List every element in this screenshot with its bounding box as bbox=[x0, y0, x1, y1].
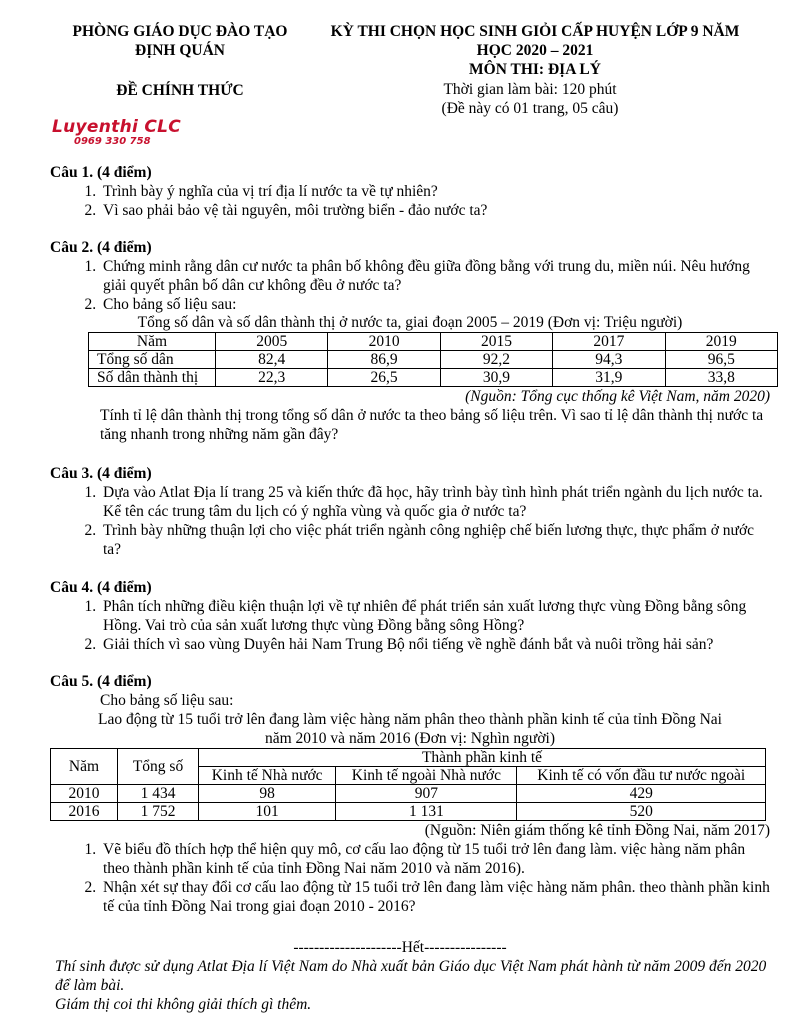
table-cell: 96,5 bbox=[665, 351, 777, 369]
table-cell: 429 bbox=[517, 785, 766, 803]
labor-table-source: (Nguồn: Niên giám thống kê tỉnh Đồng Nai, năm 2017) bbox=[424, 822, 770, 839]
exam-title-line-2: HỌC 2020 – 2021 bbox=[476, 42, 594, 59]
labor-table-caption-2: năm 2010 và năm 2016 (Đơn vị: Nghìn người) bbox=[265, 730, 555, 747]
table-cell: 86,9 bbox=[328, 351, 440, 369]
table-cell: Số dân thành thị bbox=[89, 369, 216, 387]
end-marker: ---------------------Hết---------------- bbox=[293, 939, 507, 956]
table-cell: 1 752 bbox=[118, 803, 199, 821]
table-cell: Tổng số dân bbox=[89, 351, 216, 369]
labor-table-caption-1: Lao động từ 15 tuổi trở lên đang làm việc hàng năm phân theo thành phần kinh tế của tỉnh Đồng Nai bbox=[98, 711, 722, 728]
question-2-task bbox=[50, 406, 770, 444]
table-cell: 33,8 bbox=[665, 369, 777, 387]
question-5 bbox=[50, 672, 770, 916]
table-header-row bbox=[89, 333, 778, 351]
table-cell: 2016 bbox=[51, 803, 118, 821]
question-1-item-2: 2. Vì sao phải bảo vệ tài nguyên, môi trường biển - đảo nước ta? bbox=[100, 201, 770, 220]
watermark-logo bbox=[52, 118, 212, 152]
table-cell: 2010 bbox=[328, 333, 440, 351]
department-line-2: ĐỊNH QUÁN bbox=[135, 42, 225, 59]
question-3-title: Câu 3. (4 điểm) bbox=[50, 465, 152, 482]
labor-table bbox=[50, 748, 766, 821]
exam-subject: MÔN THI: ĐỊA LÝ bbox=[469, 61, 601, 78]
department-line-1: PHÒNG GIÁO DỤC ĐÀO TẠO bbox=[72, 23, 288, 40]
table-cell: 2015 bbox=[440, 333, 552, 351]
exam-time-block bbox=[380, 80, 680, 118]
table-cell: 92,2 bbox=[440, 351, 552, 369]
question-4 bbox=[50, 578, 770, 654]
table-cell: 30,9 bbox=[440, 369, 552, 387]
table-cell: 94,3 bbox=[553, 351, 665, 369]
exam-time: Thời gian làm bài: 120 phút bbox=[443, 81, 617, 98]
table-cell: Kinh tế ngoài Nhà nước bbox=[336, 767, 517, 785]
table-cell: Kinh tế có vốn đầu tư nước ngoài bbox=[517, 767, 766, 785]
table-header-row bbox=[51, 749, 766, 767]
question-1-item-1: 1. Trình bày ý nghĩa của vị trí địa lí nước ta về tự nhiên? bbox=[100, 182, 770, 201]
table-cell: Năm bbox=[89, 333, 216, 351]
department-header bbox=[40, 22, 320, 60]
official-label: ĐỀ CHÍNH THỨC bbox=[116, 82, 244, 99]
population-table-caption: Tổng số dân và số dân thành thị ở nước ta, giai đoạn 2005 – 2019 (Đơn vị: Triệu người) bbox=[137, 314, 683, 331]
question-2-task-text: Tính tỉ lệ dân thành thị trong tổng số dân ở nước ta theo bảng số liệu trên. Vì sao tỉ lệ dân thành thị nước ta tăng nhanh trong những năm gần đây? bbox=[100, 407, 764, 443]
table-cell: 1 434 bbox=[118, 785, 199, 803]
population-table-source: (Nguồn: Tổng cục thống kê Việt Nam, năm 2020) bbox=[465, 388, 770, 405]
question-1-title: Câu 1. (4 điểm) bbox=[50, 164, 152, 181]
table-row bbox=[89, 351, 778, 369]
table-cell: 2017 bbox=[553, 333, 665, 351]
logo-phone: 0969 330 758 bbox=[74, 136, 151, 147]
footer-note-2: Giám thị coi thi không giải thích gì thêm. bbox=[55, 996, 312, 1013]
table-cell: Năm bbox=[51, 749, 118, 785]
question-2-item-2: 2. Cho bảng số liệu sau: bbox=[100, 295, 770, 314]
exam-header bbox=[300, 22, 770, 79]
exam-title-line-1: KỲ THI CHỌN HỌC SINH GIỎI CẤP HUYỆN LỚP 9 NĂM bbox=[330, 23, 740, 40]
question-5-title: Câu 5. (4 điểm) bbox=[50, 673, 152, 690]
table-cell: 2005 bbox=[216, 333, 328, 351]
table-cell: 31,9 bbox=[553, 369, 665, 387]
question-1 bbox=[50, 163, 770, 220]
table-row bbox=[89, 369, 778, 387]
table-row bbox=[51, 785, 766, 803]
question-2 bbox=[50, 238, 770, 444]
question-5-item-2: 2. Nhận xét sự thay đổi cơ cấu lao động từ 15 tuổi trở lên đang làm việc hàng năm phân. theo thành phần kinh tế của tỉnh Đồng Nai trong giai đoạn 2010 - 2016? bbox=[100, 878, 770, 916]
table-cell: Tổng số bbox=[118, 749, 199, 785]
question-2-item-1: 1. Chứng minh rằng dân cư nước ta phân bố không đều giữa đồng bằng với trung du, miền núi. Nêu hướng giải quyết phân bố dân cư không đều ở nước ta? bbox=[100, 257, 770, 295]
exam-page-note: (Đề này có 01 trang, 05 câu) bbox=[441, 100, 619, 117]
question-5-intro: Cho bảng số liệu sau: bbox=[100, 692, 234, 709]
question-3 bbox=[50, 464, 770, 559]
question-4-title: Câu 4. (4 điểm) bbox=[50, 579, 152, 596]
table-cell: 520 bbox=[517, 803, 766, 821]
question-3-item-2: 2. Trình bày những thuận lợi cho việc phát triển ngành công nghiệp chế biến lương thực, thực phẩm ở nước ta? bbox=[100, 521, 770, 559]
logo-text: Luyenthi CLC bbox=[52, 117, 182, 137]
question-2-title: Câu 2. (4 điểm) bbox=[50, 239, 152, 256]
table-cell: 22,3 bbox=[216, 369, 328, 387]
table-cell: 2019 bbox=[665, 333, 777, 351]
question-4-item-1: 1. Phân tích những điều kiện thuận lợi về tự nhiên để phát triển sản xuất lương thực vùng Đồng bằng sông Hồng. Vai trò của sản xuất lương thực vùng Đồng bằng sông Hồng? bbox=[100, 597, 770, 635]
table-cell: 82,4 bbox=[216, 351, 328, 369]
table-cell: 101 bbox=[199, 803, 336, 821]
table-cell: Thành phần kinh tế bbox=[199, 749, 766, 767]
question-5-item-1: 1. Vẽ biểu đồ thích hợp thể hiện quy mô, cơ cấu lao động từ 15 tuổi trở lên đang làm. việc hàng năm phân theo thành phần kinh tế của tỉnh Đồng Nai năm 2010 và năm 2016). bbox=[100, 840, 770, 878]
footer-note-1: Thí sinh được sử dụng Atlat Địa lí Việt Nam do Nhà xuất bản Giáo dục Việt Nam phát hành từ năm 2009 đến 2020 để làm bài. bbox=[55, 958, 767, 994]
population-table bbox=[88, 332, 778, 387]
table-cell: 1 131 bbox=[336, 803, 517, 821]
table-cell: Kinh tế Nhà nước bbox=[199, 767, 336, 785]
table-cell: 2010 bbox=[51, 785, 118, 803]
table-cell: 907 bbox=[336, 785, 517, 803]
footer-notes bbox=[55, 957, 775, 1014]
question-4-item-2: 2. Giải thích vì sao vùng Duyên hải Nam Trung Bộ nổi tiếng về nghề đánh bắt và nuôi trồng hải sản? bbox=[100, 635, 770, 654]
table-cell: 26,5 bbox=[328, 369, 440, 387]
table-cell: 98 bbox=[199, 785, 336, 803]
table-row bbox=[51, 803, 766, 821]
question-3-item-1: 1. Dựa vào Atlat Địa lí trang 25 và kiến thức đã học, hãy trình bày tình hình phát triển ngành du lịch nước ta. Kể tên các trung tâm du lịch có ý nghĩa vùng và quốc gia ở nước ta? bbox=[100, 483, 770, 521]
